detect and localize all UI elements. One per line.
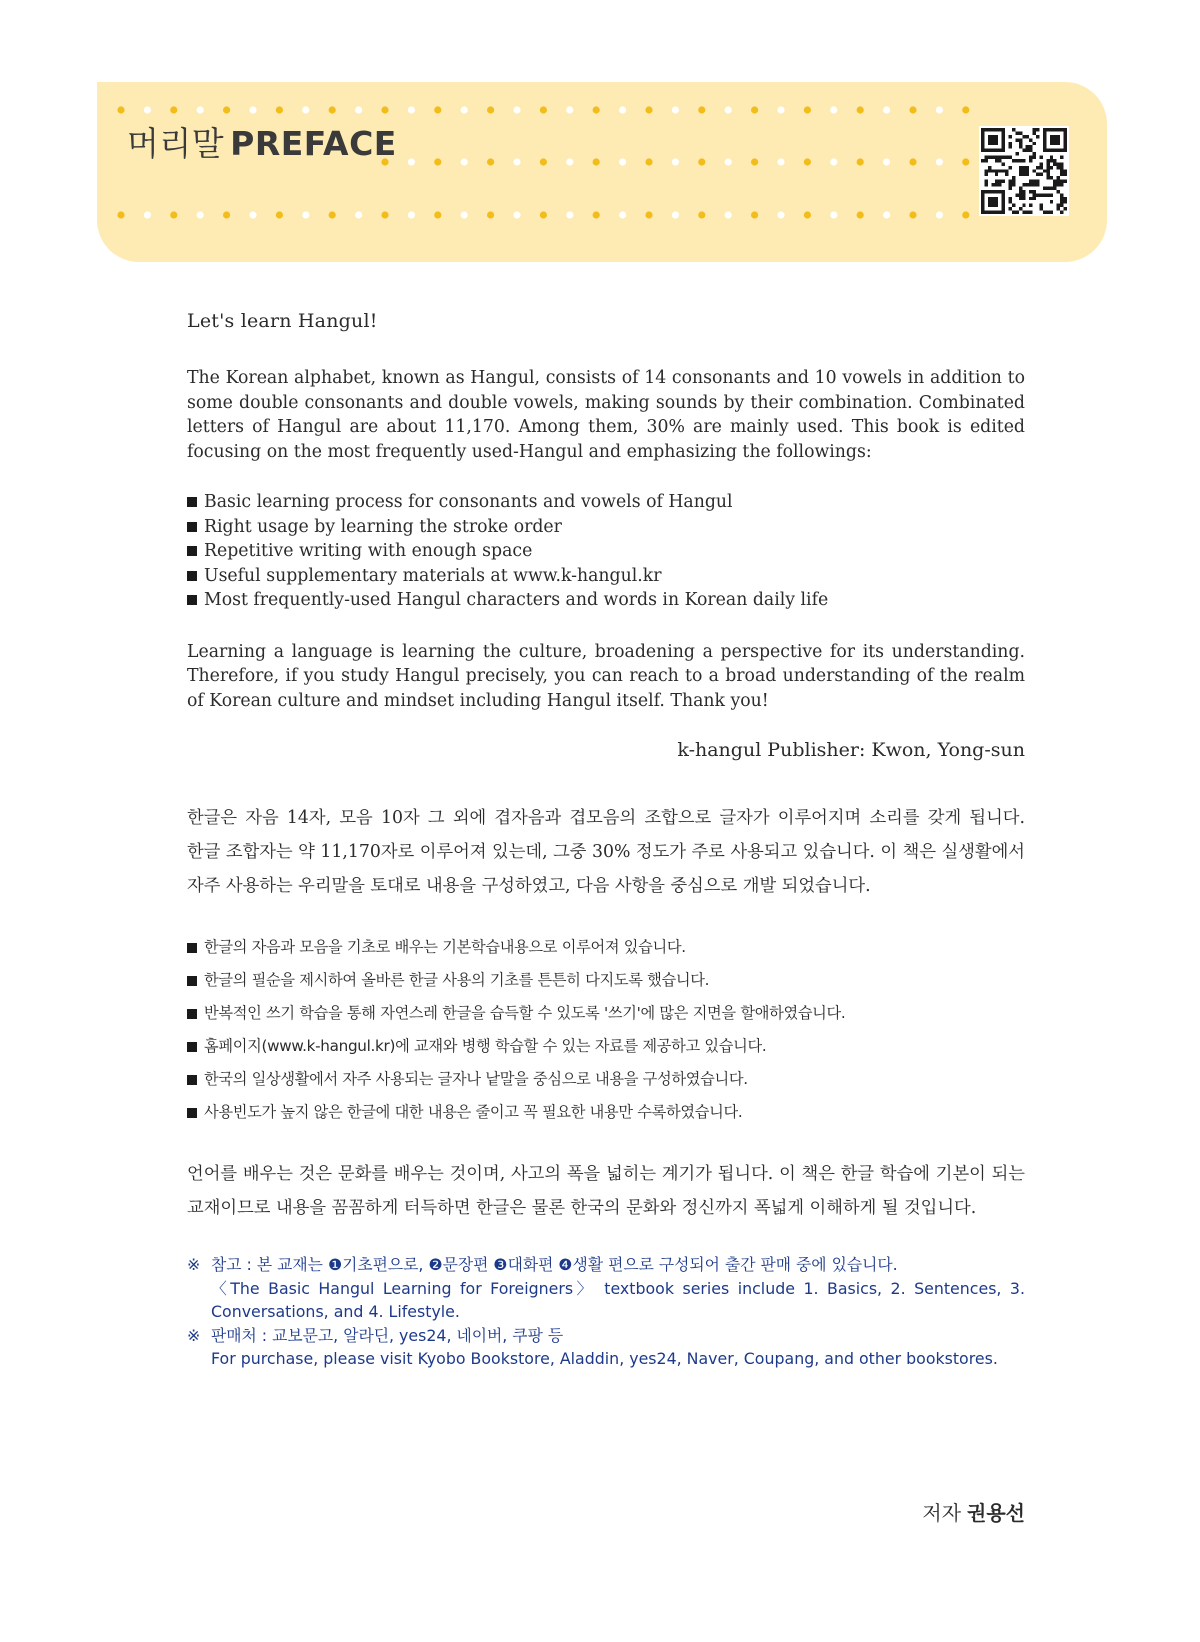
dot [830, 158, 837, 165]
korean-intro: 한글은 자음 14자, 모음 10자 그 외에 겹자음과 겹모음의 조합으로 글자가 이루어지며 소리를 갖게 됩니다. 한글 조합자는 약 11,170자로 이루어져 있는데, 그중 30% 정도가 주로 사용되고 있습니다. 이 책은 실생활에서 자주 사용하는 우리말을 토대로 내용을 구성하였고, 다음 사항을 중심으로 개발 되었습니다. [187, 808, 1025, 897]
dot [698, 158, 705, 165]
list-item: 한글의 필순을 제시하여 올바른 한글 사용의 기초를 튼튼히 다지도록 했습니다. [187, 964, 1025, 997]
dot [276, 211, 283, 218]
dot-pattern [97, 82, 1107, 262]
dot [962, 106, 969, 113]
dot [751, 106, 758, 113]
publisher-signature: k-hangul Publisher: Kwon, Yong-sun [677, 739, 1025, 762]
note-purchase-korean: 판매처 : 교보문고, 알라딘, yes24, 네이버, 쿠팡 등 [211, 1325, 564, 1345]
dot [329, 211, 336, 218]
dot [513, 158, 520, 165]
dot [936, 158, 943, 165]
dot [751, 211, 758, 218]
dot [645, 211, 652, 218]
english-bullet-list [187, 490, 1025, 613]
note-purchase-english: For purchase, please visit Kyobo Bookstore, Aladdin, yes24, Naver, Coupang, and other bookstores. [211, 1349, 998, 1369]
dot [540, 106, 547, 113]
list-item: 한국의 일상생활에서 자주 사용되는 글자나 낱말을 중심으로 내용을 구성하였습니다. [187, 1063, 1025, 1096]
preface-banner [97, 82, 1107, 262]
list-item: Repetitive writing with enough space [187, 539, 1025, 564]
dot [857, 158, 864, 165]
list-item: Most frequently-used Hangul characters and words in Korean daily life [187, 588, 1025, 613]
dot [593, 211, 600, 218]
dot [593, 158, 600, 165]
korean-closing: 언어를 배우는 것은 문화를 배우는 것이며, 사고의 폭을 넓히는 계기가 됩니다. 이 책은 한글 학습에 기본이 되는 교재이므로 내용을 꼼꼼하게 터득하면 한글은 물론 한국의 문화와 정신까지 폭넓게 이해하게 될 것입니다. [187, 1164, 1025, 1219]
dot [223, 106, 230, 113]
dot [698, 106, 705, 113]
reference-mark: ※ [187, 1255, 201, 1275]
dot [540, 211, 547, 218]
list-item: 홈페이지(www.k-hangul.kr)에 교재와 병행 학습할 수 있는 자료를 제공하고 있습니다. [187, 1030, 1025, 1063]
list-item: Useful supplementary materials at www.k-hangul.kr [187, 564, 1025, 589]
dot [487, 211, 494, 218]
dot [408, 211, 415, 218]
qr-code-icon[interactable] [979, 126, 1069, 216]
note-series-korean: 참고 : 본 교재는 ❶기초편으로, ❷문장편 ❸대화편 ❹생활 편으로 구성되어 출간 판매 중에 있습니다. [211, 1255, 898, 1275]
dot [117, 106, 124, 113]
dot [672, 158, 679, 165]
title-korean: 머리말 [127, 124, 225, 163]
dot [197, 211, 204, 218]
dot [329, 106, 336, 113]
dot [566, 211, 573, 218]
english-intro: The Korean alphabet, known as Hangul, consists of 14 consonants and 10 vowels in addition to some double consonants and double vowels, making sounds by their combination. Combinated letters of Hangul are about 11,170. Among them, 30% are mainly used. This book is edited focusing on the most frequently used-Hangul and emphasizing the followings: [187, 368, 1025, 462]
dot [777, 106, 784, 113]
dot [117, 211, 124, 218]
dot [619, 106, 626, 113]
dot [672, 106, 679, 113]
dot [487, 106, 494, 113]
dot [830, 106, 837, 113]
dot [566, 106, 573, 113]
dot [355, 211, 362, 218]
english-heading: Let's learn Hangul! [187, 310, 378, 332]
dot [381, 106, 388, 113]
dot [566, 158, 573, 165]
dot [883, 158, 890, 165]
dot [909, 106, 916, 113]
dot [777, 158, 784, 165]
dot [487, 158, 494, 165]
dot [883, 211, 890, 218]
dot [725, 106, 732, 113]
korean-bullet-list [187, 931, 1025, 1129]
author-label: 저자 [922, 1501, 962, 1525]
dot [355, 106, 362, 113]
dot [434, 158, 441, 165]
dot [276, 106, 283, 113]
dot [461, 158, 468, 165]
dot [804, 211, 811, 218]
dot [540, 158, 547, 165]
dot [434, 211, 441, 218]
author-credit [922, 1497, 1025, 1526]
list-item: Right usage by learning the stroke order [187, 515, 1025, 540]
dot [725, 211, 732, 218]
dot [857, 211, 864, 218]
notes-section [187, 1253, 1025, 1371]
preface-content [187, 310, 1025, 1371]
dot [593, 106, 600, 113]
title-english: PREFACE [230, 124, 397, 163]
dot [223, 211, 230, 218]
dot [804, 106, 811, 113]
dot [302, 106, 309, 113]
dot [434, 106, 441, 113]
reference-mark: ※ [187, 1325, 201, 1345]
english-closing: Learning a language is learning the culture, broadening a perspective for its understanding. Therefore, if you study Hangul precisely, you can reach to a broad understanding of the realm of Korean culture and mindset including Hangul itself. Thank you! [187, 641, 1025, 711]
dot [645, 158, 652, 165]
dot [698, 211, 705, 218]
list-item: Basic learning process for consonants and vowels of Hangul [187, 490, 1025, 515]
dot [857, 106, 864, 113]
dot [170, 106, 177, 113]
dot [619, 211, 626, 218]
dot [725, 158, 732, 165]
dot [909, 158, 916, 165]
dot [936, 211, 943, 218]
dot [804, 158, 811, 165]
note-purchase [187, 1324, 1025, 1371]
dot [883, 106, 890, 113]
dot [513, 211, 520, 218]
dot [249, 106, 256, 113]
dot [672, 211, 679, 218]
dot [909, 211, 916, 218]
dot [830, 211, 837, 218]
dot [751, 158, 758, 165]
dot [777, 211, 784, 218]
dot [645, 106, 652, 113]
dot [144, 106, 151, 113]
dot [936, 106, 943, 113]
list-item: 사용빈도가 높지 않은 한글에 대한 내용은 줄이고 꼭 필요한 내용만 수록하였습니다. [187, 1096, 1025, 1129]
dot [197, 106, 204, 113]
page-title [127, 118, 397, 165]
list-item: 한글의 자음과 모음을 기초로 배우는 기본학습내용으로 이루어져 있습니다. [187, 931, 1025, 964]
dot [249, 211, 256, 218]
dot [381, 211, 388, 218]
dot [302, 211, 309, 218]
dot [962, 211, 969, 218]
dot [461, 211, 468, 218]
list-item: 반복적인 쓰기 학습을 통해 자연스레 한글을 습득할 수 있도록 '쓰기'에 많은 지면을 할애하였습니다. [187, 997, 1025, 1030]
dot [170, 211, 177, 218]
author-name: 권용선 [967, 1501, 1025, 1525]
dot [408, 106, 415, 113]
dot [408, 158, 415, 165]
dot [619, 158, 626, 165]
note-series-english: 〈The Basic Hangul Learning for Foreigners〉 textbook series include 1. Basics, 2. Sentences, 3. Conversations, and 4. Lifestyle. [211, 1278, 1025, 1322]
dot [461, 106, 468, 113]
dot [144, 211, 151, 218]
dot [962, 158, 969, 165]
note-series [187, 1253, 1025, 1324]
dot [513, 106, 520, 113]
